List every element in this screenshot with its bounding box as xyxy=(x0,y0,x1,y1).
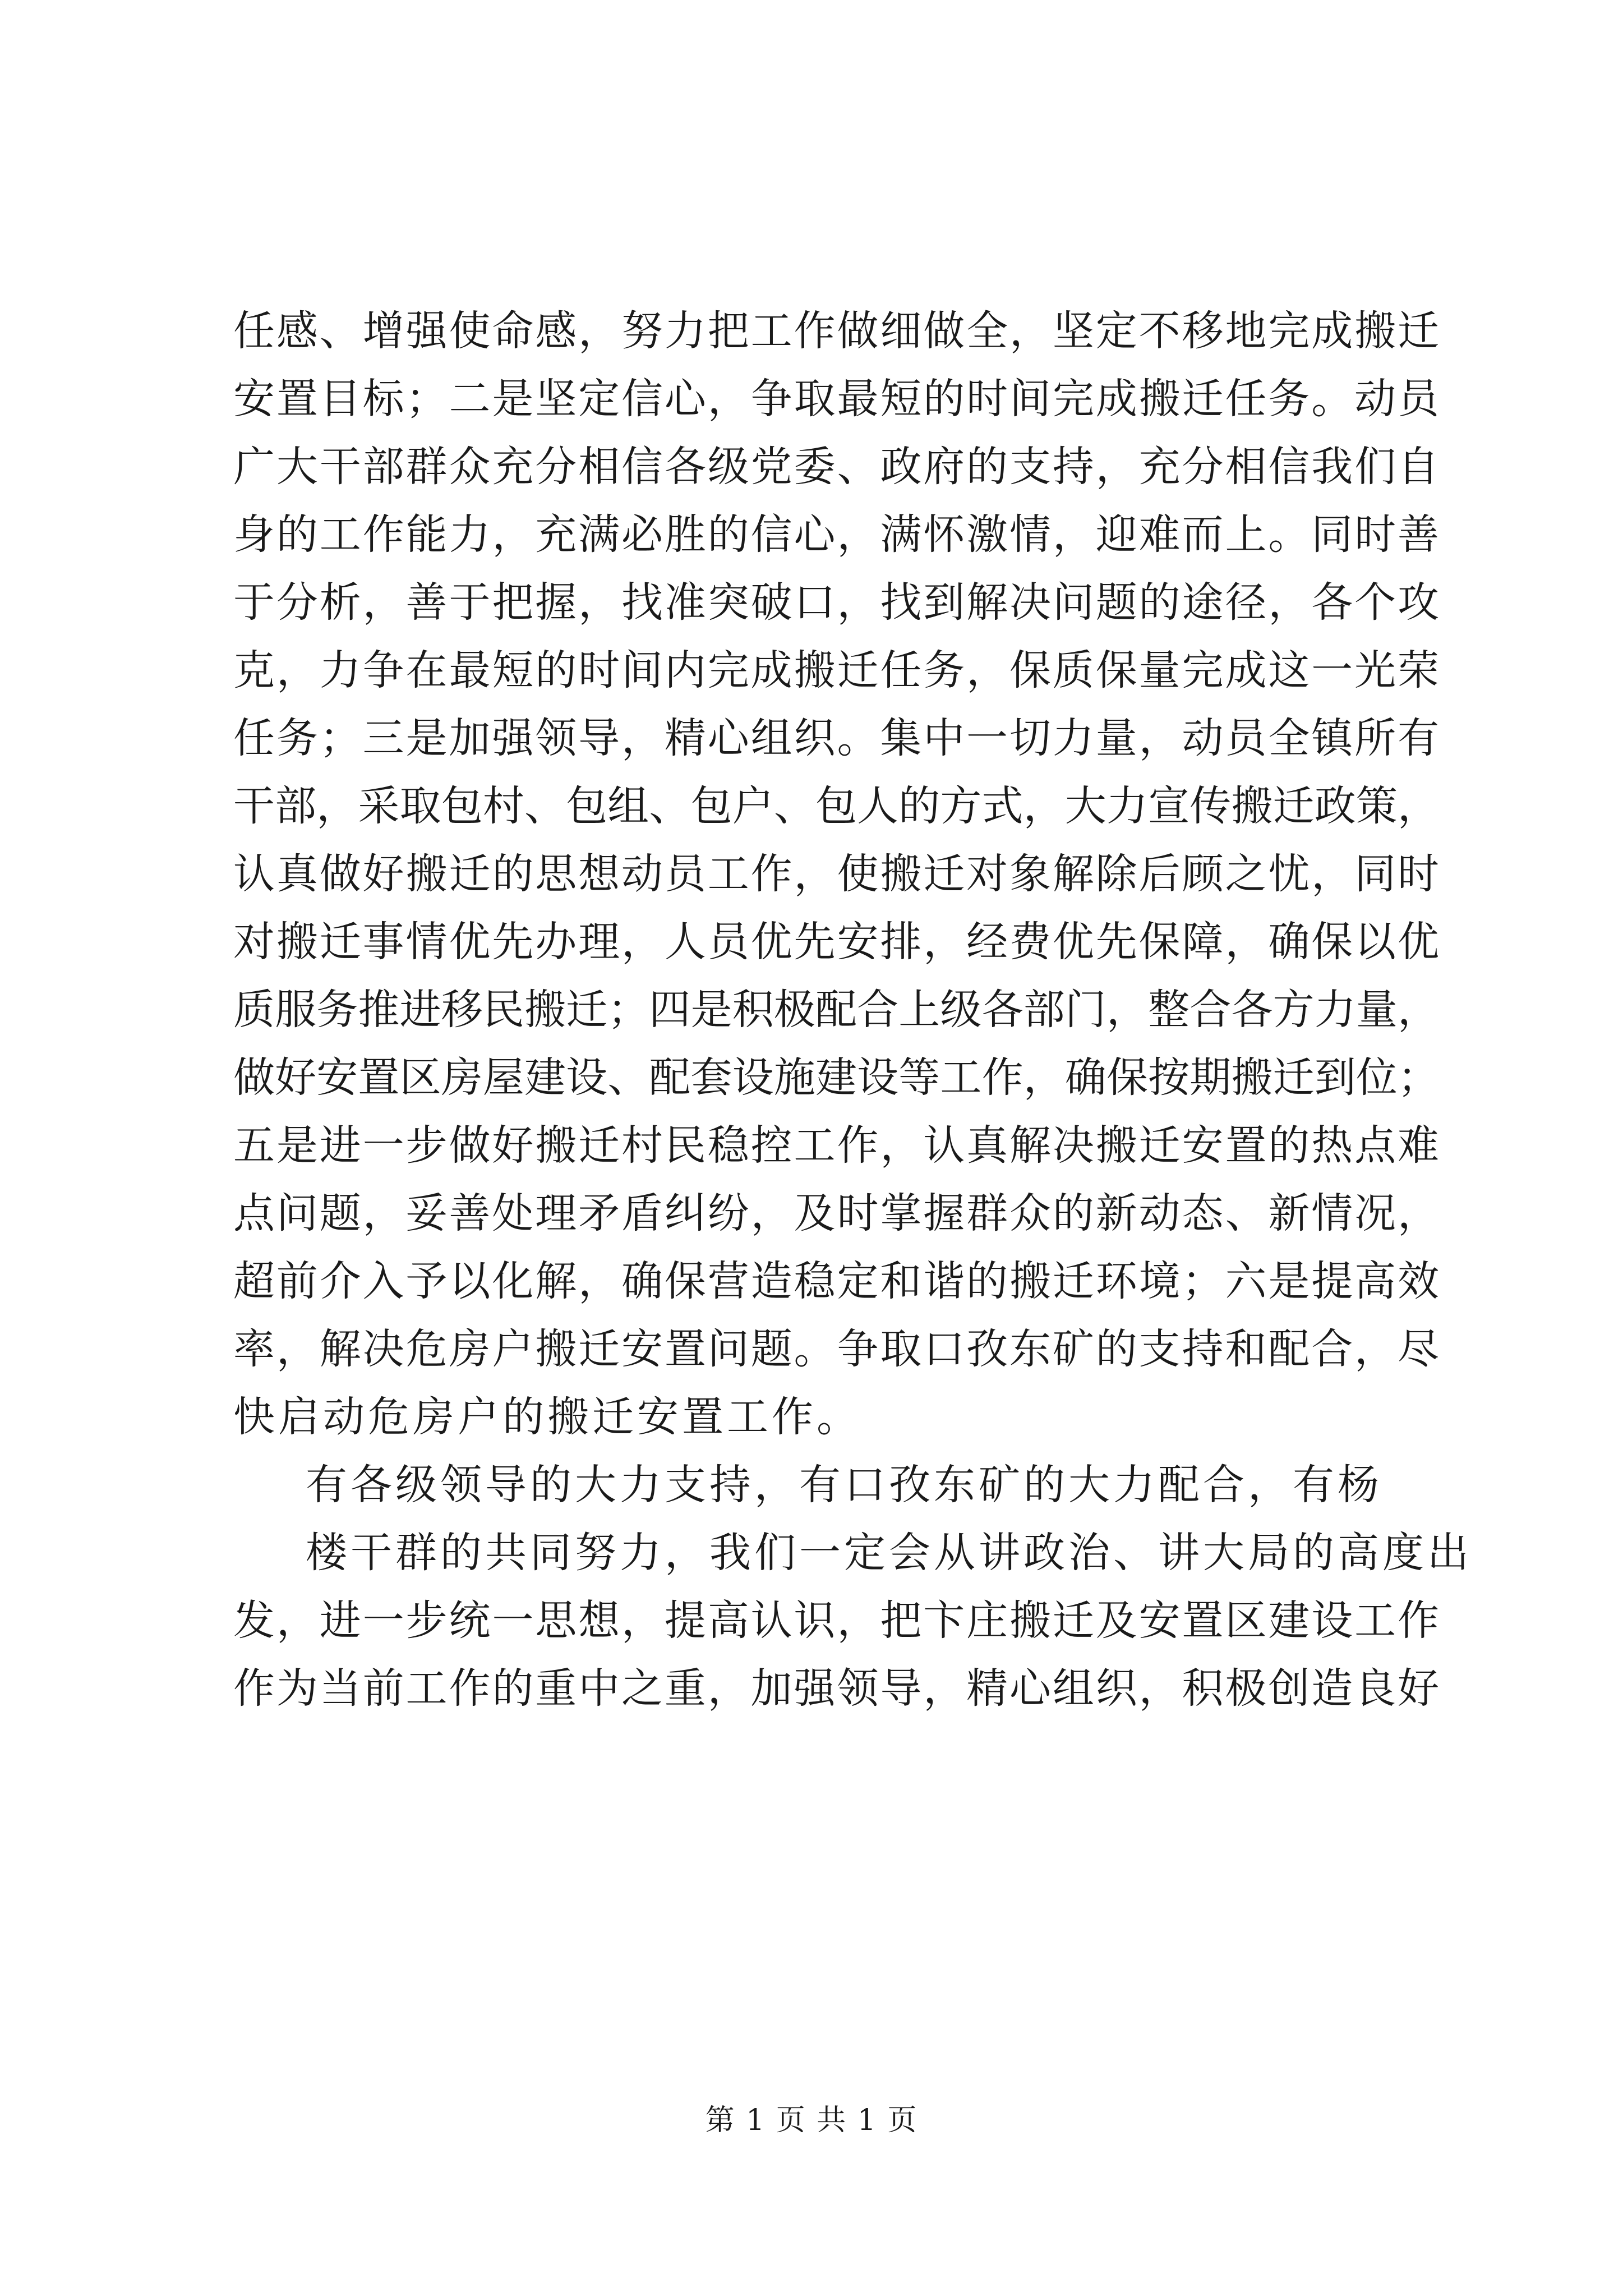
text-line: 安置目标；二是坚定信心，争取最短的时间完成搬迁任务。动员 xyxy=(233,375,1439,423)
text-line: 广大干部群众充分相信各级党委、政府的支持，充分相信我们自 xyxy=(233,443,1439,491)
text-line: 作为当前工作的重中之重，加强领导，精心组织，积极创造良好 xyxy=(233,1664,1439,1713)
text-line: 任务；三是加强领导，精心组织。集中一切力量，动员全镇所有 xyxy=(233,714,1439,762)
text-line: 超前介入予以化解，确保营造稳定和谐的搬迁环境；六是提高效 xyxy=(233,1257,1439,1305)
text-line: 质服务推进移民搬迁；四是积极配合上级各部门，整合各方力量， xyxy=(233,986,1439,1034)
text-line: 点问题，妥善处理矛盾纠纷，及时掌握群众的新动态、新情况， xyxy=(233,1189,1439,1237)
paragraph-first-line: 楼干群的共同努力，我们一定会从讲政治、讲大局的高度出 xyxy=(306,1529,1472,1577)
text-line: 发，进一步统一思想，提高认识，把卞庄搬迁及安置区建设工作 xyxy=(233,1596,1439,1645)
text-line: 做好安置区房屋建设、配套设施建设等工作，确保按期搬迁到位； xyxy=(233,1053,1439,1102)
text-line: 快启动危房户的搬迁安置工作。 xyxy=(233,1393,861,1441)
text-line: 于分析，善于把握，找准突破口，找到解决问题的途径，各个攻 xyxy=(233,578,1439,627)
text-line: 率，解决危房户搬迁安置问题。争取口孜东矿的支持和配合，尽 xyxy=(233,1325,1439,1373)
page-number-footer: 第 1 页 共 1 页 xyxy=(705,2104,918,2137)
text-line: 五是进一步做好搬迁村民稳控工作，认真解决搬迁安置的热点难 xyxy=(233,1121,1439,1170)
text-line: 身的工作能力，充满必胜的信心，满怀激情，迎难而上。同时善 xyxy=(233,510,1439,559)
paragraph-first-line: 有各级领导的大力支持，有口孜东矿的大力配合，有杨 xyxy=(306,1461,1382,1509)
text-line: 任感、增强使命感，努力把工作做细做全，坚定不移地完成搬迁 xyxy=(233,307,1439,355)
text-line: 对搬迁事情优先办理，人员优先安排，经费优先保障，确保以优 xyxy=(233,918,1439,966)
text-line: 认真做好搬迁的思想动员工作，使搬迁对象解除后顾之忧，同时 xyxy=(233,850,1439,898)
text-line: 干部，采取包村、包组、包户、包人的方式，大力宣传搬迁政策， xyxy=(233,782,1439,830)
text-line: 克，力争在最短的时间内完成搬迁任务，保质保量完成这一光荣 xyxy=(233,646,1439,694)
